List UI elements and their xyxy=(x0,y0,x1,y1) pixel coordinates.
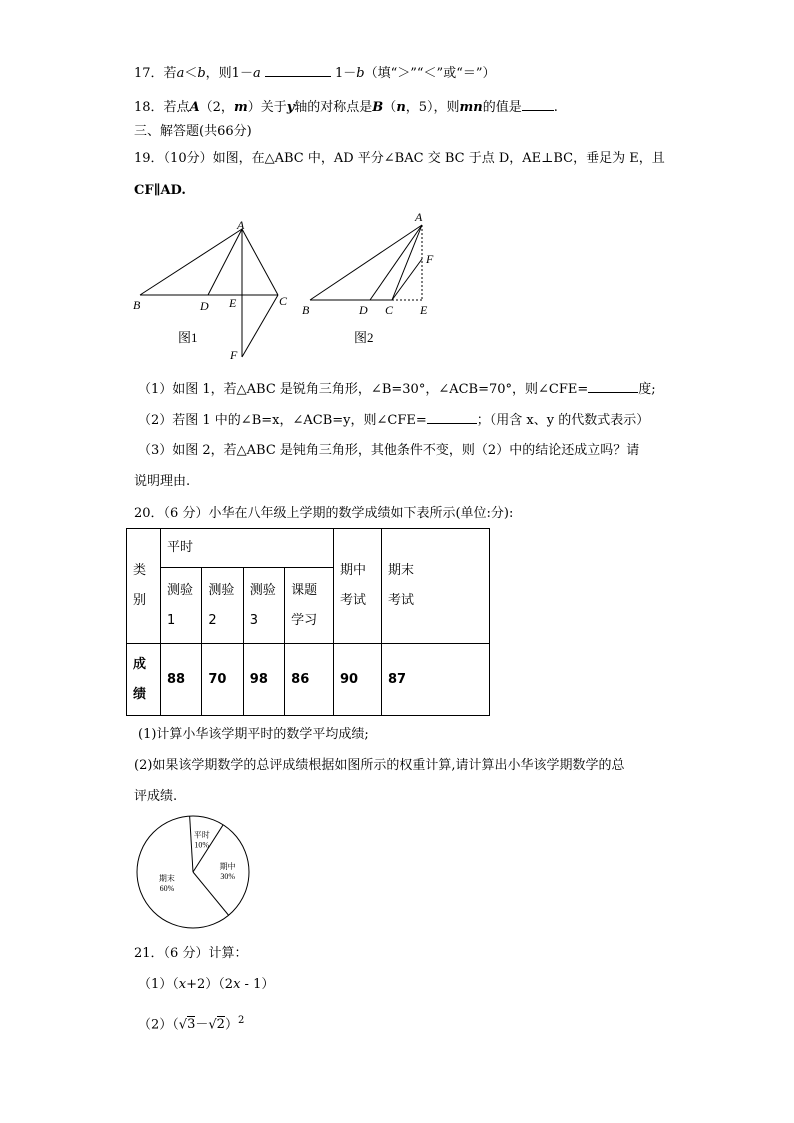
figure-2 xyxy=(296,205,446,355)
section-heading: 三、解答题(共66分) xyxy=(134,124,252,139)
fig2-label-c: C xyxy=(385,303,394,317)
fig2-label-e: E xyxy=(420,303,428,317)
pie-value-label-1: 30% xyxy=(220,871,235,881)
table-row-label: 成 绩 xyxy=(127,644,161,716)
table-header-midterm: 期中 考试 xyxy=(334,529,382,644)
fig2-label-d: D xyxy=(359,303,368,317)
question-19-part3: （3）如图 2，若△ABC 是钝角三角形，其他条件不变，则（2）中的结论还成立吗？请 xyxy=(138,443,640,458)
table-cell: 70 xyxy=(202,644,243,716)
question-20-sub1: (1)计算小华该学期平时的数学平均成绩; xyxy=(138,727,369,742)
q17-number: 17． xyxy=(134,66,164,81)
pie-label-0: 平时 xyxy=(193,830,210,840)
question-18: 18．若点A（2，m）关于y轴的对称点是B（n，5），则mn的值是 . xyxy=(134,100,558,115)
question-19-part2: （2）若图 1 中的∠B=x，∠ACB=y，则∠CFE= ；（用含 x、y 的代数式表示） xyxy=(138,413,650,428)
table-header-quiz1: 测验 1 xyxy=(161,568,202,644)
question-19-part1: （1）如图 1，若△ABC 是锐角三角形，∠B=30°，∠ACB=70°，则∠CFE= 度; xyxy=(138,382,656,397)
figure-1 xyxy=(128,215,298,365)
fig1-label-d: D xyxy=(200,299,209,313)
fig1-label-b: B xyxy=(133,298,141,312)
table-cell: 88 xyxy=(161,644,202,716)
question-19-line1: 19．（10分）如图，在△ABC 中，AD 平分∠BAC 交 BC 于点 D，AE⊥BC，垂足为 E，且 xyxy=(134,151,665,166)
fig1-label-e: E xyxy=(229,296,237,310)
question-20-sub2-cont: 评成绩. xyxy=(134,789,178,804)
fig2-label-a: A xyxy=(415,210,423,224)
question-20-line1: 20．（6 分）小华在八年级上学期的数学成绩如下表所示(单位:分): xyxy=(134,506,514,521)
table-header-final: 期末 考试 xyxy=(382,529,490,644)
pie-label-1: 期中 xyxy=(219,861,236,871)
fig2-label-b: B xyxy=(302,303,310,317)
weight-pie-chart xyxy=(130,812,260,936)
answer-blank xyxy=(522,98,554,111)
fig1-caption: 图1 xyxy=(178,330,198,345)
fig1-label-c: C xyxy=(279,294,288,308)
answer-blank xyxy=(427,411,477,424)
fig1-label-f: F xyxy=(230,348,238,362)
fig1-label-a: A xyxy=(237,218,245,232)
table-cell: 87 xyxy=(382,644,490,716)
table-header-category: 类 别 xyxy=(127,529,161,644)
table-cell: 98 xyxy=(243,644,284,716)
pie-label-2: 期末 xyxy=(158,874,175,884)
answer-blank xyxy=(588,380,638,393)
sqrt-symbol: √ xyxy=(208,1017,217,1033)
score-table xyxy=(126,528,490,716)
question-19-line2: CF∥AD. xyxy=(134,183,186,198)
table-header-quiz2: 测验 2 xyxy=(202,568,243,644)
question-19-part3-cont: 说明理由. xyxy=(134,474,191,489)
question-21-part2: $(2)(√3-√2)^2$ xyxy=(138,1015,245,1033)
question-21-line1: 21．（6 分）计算： xyxy=(134,946,248,961)
sqrt-symbol: √ xyxy=(178,1017,188,1033)
question-17: 17．若a＜b，则1－a 1－b（填“＞”“＜”或“＝”） xyxy=(134,66,496,81)
question-20-sub2: (2)如果该学期数学的总评成绩根据如图所示的权重计算,请计算出小华该学期数学的总 xyxy=(134,758,625,773)
pie-value-label-2: 60% xyxy=(159,884,175,894)
pie-value-label-0: 10% xyxy=(194,840,210,850)
table-header-quiz3: 测验 3 xyxy=(243,568,284,644)
question-21-part1: （1）（x+2）（2x - 1） xyxy=(138,977,275,992)
table-cell: 90 xyxy=(334,644,382,716)
fig2-caption: 图2 xyxy=(354,330,374,345)
table-header-pingshi: 平时 xyxy=(161,529,334,568)
table-header-project: 课题 学习 xyxy=(285,568,334,644)
answer-blank xyxy=(265,64,331,77)
table-cell: 86 xyxy=(285,644,334,716)
fig2-label-f: F xyxy=(426,252,434,266)
